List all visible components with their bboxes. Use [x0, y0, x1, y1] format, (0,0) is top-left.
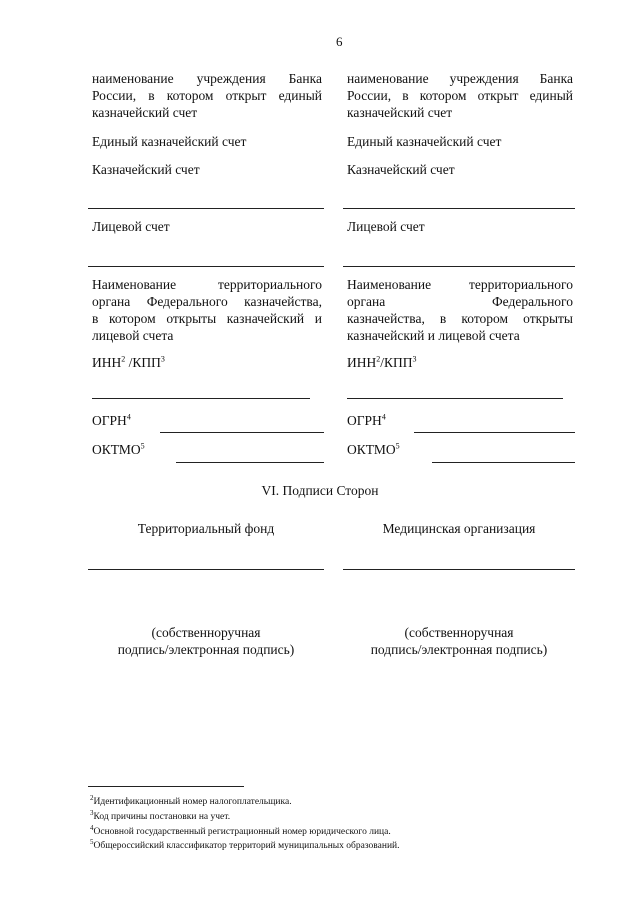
right-organ-line-2: органа Федерального [347, 294, 573, 309]
left-bank-line-2: России, в котором открыт единый [92, 88, 322, 103]
footnote-4: $^4$Основной государственный регистрационный номер юридического лица. [90, 823, 391, 837]
left-oktmo-line [176, 462, 324, 463]
left-party-label: Территориальный фонд [137, 521, 275, 536]
right-party-label: Медицинская организация [382, 521, 536, 536]
right-ogrn-label: ОГРН$^4$ [347, 412, 386, 428]
footnote-5: $^5$Общероссийский классификатор территорий муниципальных образований. [90, 837, 400, 851]
left-signature-line [88, 569, 324, 570]
left-treasury-account-line [88, 208, 324, 209]
right-signature-note-line-2: подпись/электронная подпись) [370, 642, 548, 657]
left-organ-line-1: Наименование территориального [92, 277, 322, 292]
right-treasury-account-line [343, 208, 575, 209]
left-bank-line-3: казначейский счет [92, 105, 198, 120]
left-oktmo-label: ОКТМО$^5$ [92, 441, 145, 457]
left-inn-kpp-label: ИНН$^2$ /КПП$^3$ [92, 354, 165, 370]
left-organ-line-2: органа Федерального казначейства, [92, 294, 322, 309]
right-treasury-account-label: Казначейский счет [347, 162, 455, 177]
footnote-3: $^3$Код причины постановки на учет. [90, 808, 231, 822]
left-organ-line-4: лицевой счета [92, 328, 174, 343]
right-personal-account-label: Лицевой счет [347, 219, 425, 234]
left-personal-account-line [88, 266, 324, 267]
footnote-separator [88, 786, 244, 787]
right-ogrn-line [414, 432, 575, 433]
right-bank-line-1: наименование учреждения Банка [347, 71, 573, 86]
left-inn-kpp-line [92, 398, 310, 399]
right-organ-line-3: казначейства, в котором открыты [347, 311, 573, 326]
left-ogrn-label: ОГРН$^4$ [92, 412, 131, 428]
right-inn-kpp-line [347, 398, 563, 399]
right-signature-line [343, 569, 575, 570]
left-single-account-label: Единый казначейский счет [92, 134, 247, 149]
right-organ-line-4: казначейский и лицевой счета [347, 328, 520, 343]
right-oktmo-label: ОКТМО$^5$ [347, 441, 400, 457]
left-ogrn-line [160, 432, 324, 433]
left-bank-line-1: наименование учреждения Банка [92, 71, 322, 86]
right-organ-line-1: Наименование территориального [347, 277, 573, 292]
footnote-2: $^2$Идентификационный номер налогоплательщика. [90, 793, 292, 807]
right-bank-line-3: казначейский счет [347, 105, 453, 120]
left-signature-note-line-2: подпись/электронная подпись) [117, 642, 295, 657]
left-treasury-account-label: Казначейский счет [92, 162, 200, 177]
page-number: 6 [336, 34, 343, 49]
right-single-account-label: Единый казначейский счет [347, 134, 502, 149]
right-signature-note-line-1: (собственноручная [404, 625, 514, 640]
left-personal-account-label: Лицевой счет [92, 219, 170, 234]
left-organ-line-3: в котором открыты казначейский и [92, 311, 322, 326]
left-signature-note-line-1: (собственноручная [151, 625, 261, 640]
right-personal-account-line [343, 266, 575, 267]
right-bank-line-2: России, в котором открыт единый [347, 88, 573, 103]
signatures-heading: VI. Подписи Сторон [261, 483, 379, 498]
right-oktmo-line [432, 462, 575, 463]
right-inn-kpp-label: ИНН$^2$/КПП$^3$ [347, 354, 417, 370]
